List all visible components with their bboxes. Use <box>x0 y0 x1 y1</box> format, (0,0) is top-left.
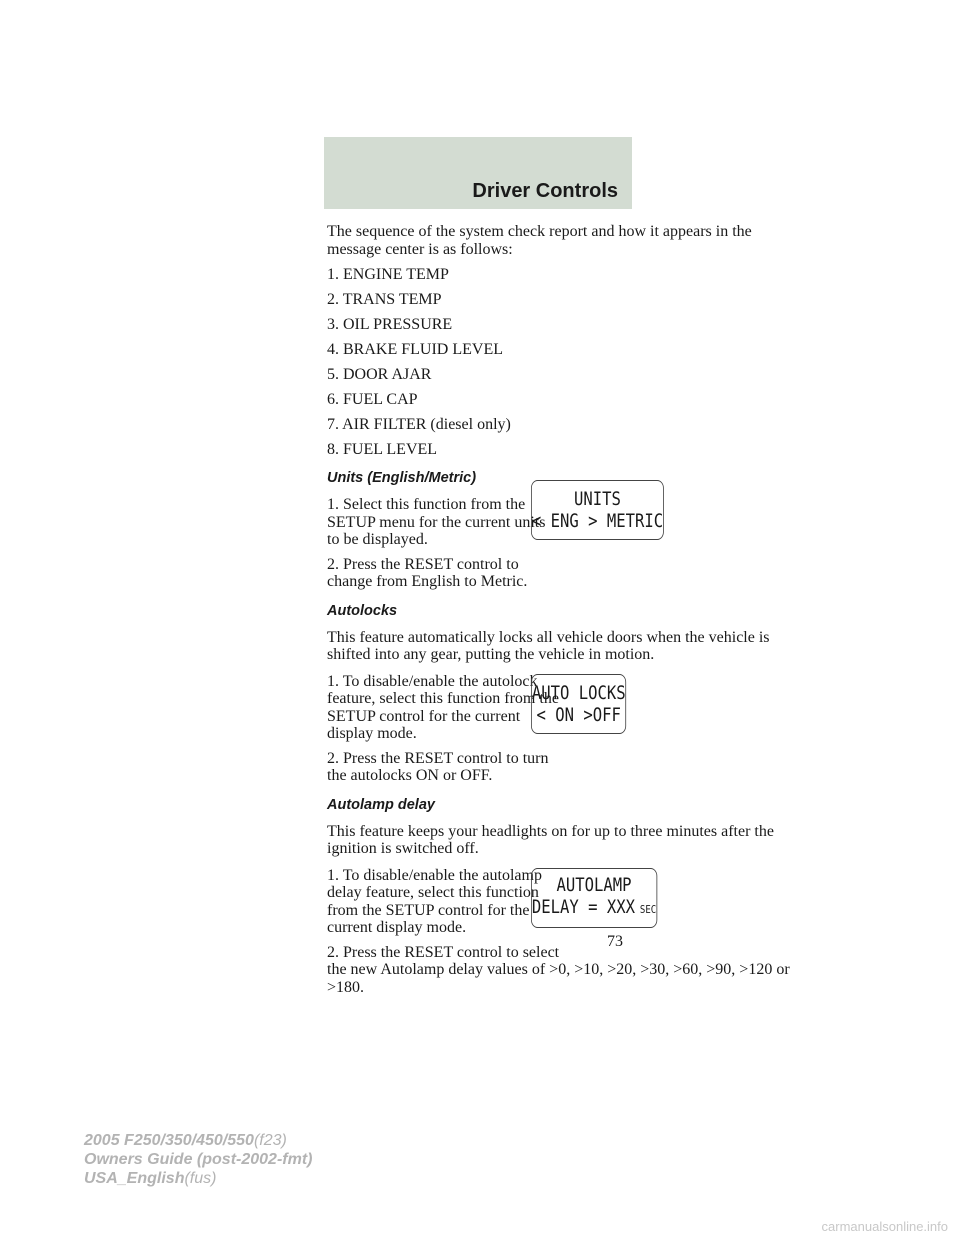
units-heading: Units (English/Metric) <box>327 470 477 486</box>
document-footer <box>84 1131 312 1188</box>
footer-lang-line: USA_English(fus) <box>84 1170 217 1187</box>
display-line-1: AUTO LOCKS <box>531 681 626 704</box>
footer-model-line: 2005 F250/350/450/550(f23) <box>84 1132 287 1149</box>
autolocks-block <box>327 673 633 785</box>
list-item: 8. FUEL LEVEL <box>327 440 438 458</box>
display-line-1: UNITS <box>574 488 621 510</box>
autolamp-step-1: 1. To disable/enable the autolamp delay feature, select this function from the SETUP control for the current display mode. <box>327 866 542 936</box>
system-check-list <box>327 266 633 459</box>
site-watermark: carmanualsonline.info <box>821 1219 948 1234</box>
units-step-1: 1. Select this function from the SETUP menu for the current units to be displayed. <box>327 496 546 548</box>
display-line-1: AUTOLAMP <box>556 874 632 896</box>
units-block <box>327 488 664 591</box>
autolamp-step-2: 2. Press the RESET control to select the new Autolamp delay values of >0, >10, >20, >30, >60, >90, >120 or >180. <box>327 943 790 996</box>
section-header-band <box>324 137 632 209</box>
autolocks-heading: Autolocks <box>327 602 398 619</box>
autolamp-display <box>531 868 657 928</box>
autolocks-intro: This feature automatically locks all vehicle doors when the vehicle is shifted into any gear, putting the vehicle in motion. <box>327 628 770 663</box>
list-item: 6. FUEL CAP <box>327 390 418 408</box>
autolamp-heading: Autolamp delay <box>327 796 435 813</box>
autolocks-step-2: 2. Press the RESET control to turn the autolocks ON or OFF. <box>327 749 549 784</box>
section-title: Driver Controls <box>472 180 618 202</box>
page-content <box>327 223 790 996</box>
units-step-2: 2. Press the RESET control to change from English to Metric. <box>327 555 528 590</box>
list-item: 3. OIL PRESSURE <box>327 315 453 333</box>
list-item: 1. ENGINE TEMP <box>327 265 449 283</box>
list-item: 5. DOOR AJAR <box>327 365 432 383</box>
page-number: 73 <box>607 933 623 950</box>
autolamp-intro: This feature keeps your headlights on for up to three minutes after the ignition is switched off. <box>327 822 774 857</box>
autolocks-step-1: 1. To disable/enable the autolock feature, select this function from the SETUP control for the current display mode. <box>327 672 559 742</box>
autolamp-block <box>327 866 657 937</box>
list-item: 7. AIR FILTER (diesel only) <box>327 415 511 433</box>
units-display <box>531 480 664 540</box>
list-item: 4. BRAKE FLUID LEVEL <box>327 340 503 358</box>
display-line-2: < ENG > METRIC <box>531 510 664 532</box>
display-unit: SEC <box>639 903 657 916</box>
autolocks-display <box>531 674 626 734</box>
list-item: 2. TRANS TEMP <box>327 290 442 308</box>
intro-paragraph: The sequence of the system check report and how it appears in the message center is as follows: <box>327 223 752 258</box>
display-line-2: < ON >OFF <box>536 703 621 726</box>
footer-guide-line: Owners Guide (post-2002-fmt) <box>84 1151 313 1168</box>
display-line-2: DELAY = XXX SEC <box>531 896 657 918</box>
